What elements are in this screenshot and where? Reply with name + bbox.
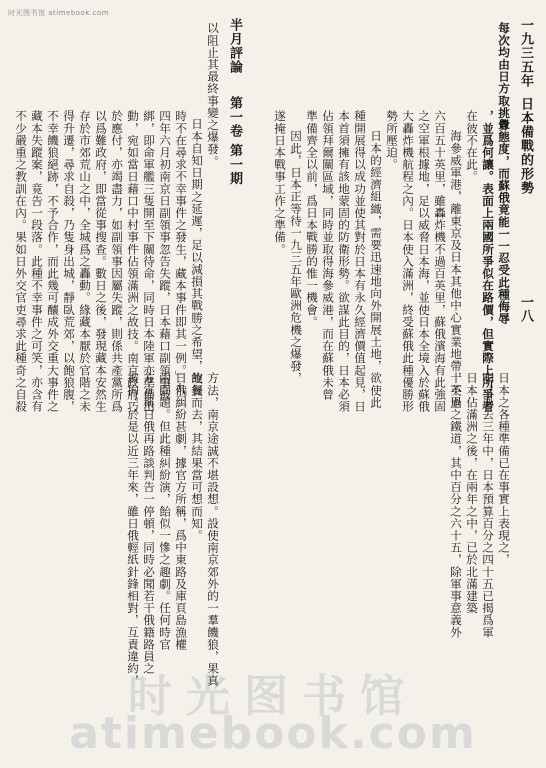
text-column: 時不在尋求不幸事件之發生，藏本事件即其一例。」九三 bbox=[174, 110, 188, 407]
watermark-url: atimebook.com bbox=[69, 708, 477, 759]
text-column: 在彼不在此。 bbox=[465, 110, 479, 183]
text-column: 日本之各種準備已在事實上表現之， bbox=[497, 372, 511, 566]
text-column: 因此，日本正等待一九三五年歐洲危機之爆發， bbox=[289, 130, 303, 385]
text-column: 方宣稱日俄再路談判告一停頓，同時必聞若干俄籍路員之 bbox=[142, 372, 156, 675]
text-column: 每次均由日方取挑釁態度，而蘇俄竟能一一忍受此種侮辱 bbox=[497, 22, 511, 325]
text-column: 準備齊全以前，爲日本戰勝的惟一機會。 bbox=[305, 110, 319, 328]
text-column: 日本的經濟組織，需要迅速地向外開展土地，欲使此 bbox=[369, 130, 383, 409]
text-column: ，並爲何讓。表面上兩國所爭似在路價，但實際上所爭者 bbox=[481, 110, 495, 413]
text-column: 不幸饑狼絕跡，不予合作，而此幾可釀成外交重大事件之 bbox=[46, 110, 60, 413]
site-stamp: 时光图书馆 atimebook.com bbox=[8, 9, 110, 17]
watermark-title: 时光图书馆 bbox=[128, 671, 418, 722]
text-column: 於應付，亦竭盡力，如副領事因屬失蹤，則係共產黨所爲 bbox=[110, 110, 124, 413]
text-column: 大轟炸機航程之內。日本使入滿洲，終受蘇俄此種優勝形 bbox=[401, 110, 415, 413]
text-column: 綁，即命軍艦三隻開至下關待命，同時日本陸軍亦準備出 bbox=[142, 110, 156, 413]
text-column: 方法，南京途誠不堪設想。設使南京郊外的一羣饑狼，果真 bbox=[206, 372, 220, 687]
text-column: 海參威軍港，離東京及日本其他中心實業地帶，不過 bbox=[449, 130, 463, 409]
article-title: 日本備戰的形勢 bbox=[518, 97, 533, 195]
text-column: 動，宛如當日藉口中村事件佔領滿洲之故技。南京政府巧 bbox=[126, 110, 140, 413]
text-column: 藏本失蹤案，竟告一段落。此種不幸事件之可笑，亦含有 bbox=[30, 110, 44, 413]
text-column: 明。過去三年中，日本預算百分之四十五已揭爲軍 bbox=[481, 372, 495, 639]
volume-issue: 第一卷 第一期 bbox=[227, 96, 242, 186]
text-column: 遂掩日本戰事工作之準備。 bbox=[273, 110, 287, 256]
text-column: 日本佔滿洲之後，在兩年之中，已於北滿建築 bbox=[465, 372, 479, 614]
text-column: 種開展得以成功並使其對於日本有永久經濟價值起見，日 bbox=[353, 110, 367, 413]
text-column: 十英里之鐵道，其中百分之六十五，除軍事意義外 bbox=[449, 372, 463, 639]
text-column: 不少嚴重之教訓在內。果如日外交官吏尋求此種奇之自殺 bbox=[14, 110, 28, 413]
text-column: 兩問題。但此種糾紛演，飴似一慘之趣劇。任何時官 bbox=[158, 372, 172, 651]
text-column: 勢所壓迫。 bbox=[385, 110, 399, 171]
text-column: 四年六月初南京日副領事忽告失蹤，日本藉口副領事被 bbox=[158, 110, 172, 401]
text-column: 日俄糾紛甚劇，據官方所稱，爲中東路及庫頁島漁權 bbox=[174, 372, 188, 651]
page-number: 一八 bbox=[518, 295, 533, 323]
text-column: 之空軍根據地，足以威脅日本海，並使日本全境入於蘇俄 bbox=[417, 110, 431, 413]
text-column: 得升遷，尋求自殺，乃隻身出城，靜臥荒郊，以飽狼腹， bbox=[62, 110, 76, 413]
text-column: 以爲難政府，即當從事搜查。數日之後，發現藏本安然生 bbox=[94, 110, 108, 413]
header-date: 一九三五年 bbox=[518, 18, 533, 88]
text-column: 存於市郊荒山之中，全城爲之轟動。緣藏本厭於官階之未 bbox=[78, 110, 92, 413]
text-column: 本首須擁有該地蒙固的防衛形勢。欲謀此目的，日本必須 bbox=[337, 110, 351, 413]
text-column: 佔領拜爾關區域，同時並取得海參威港，而在蘇俄未曾 bbox=[321, 110, 335, 401]
text-column: 被拘。於是以近三年來，雖日俄輕紙針鋒相對，互責違約， bbox=[126, 372, 140, 687]
text-column: 日本自知日期之延遲，足以減損其戰勝之希望，故無 bbox=[190, 118, 204, 397]
text-column: 以阻止其最終事變之爆發。 bbox=[206, 22, 220, 168]
journal-name: 半月評論 bbox=[227, 18, 242, 74]
text-column: 飽餐而去，其結果當可想而知。 bbox=[190, 372, 204, 542]
text-column: 六百五十英里，雖轟炸機不過百英里，蘇俄濱海有此強固 bbox=[433, 110, 447, 413]
